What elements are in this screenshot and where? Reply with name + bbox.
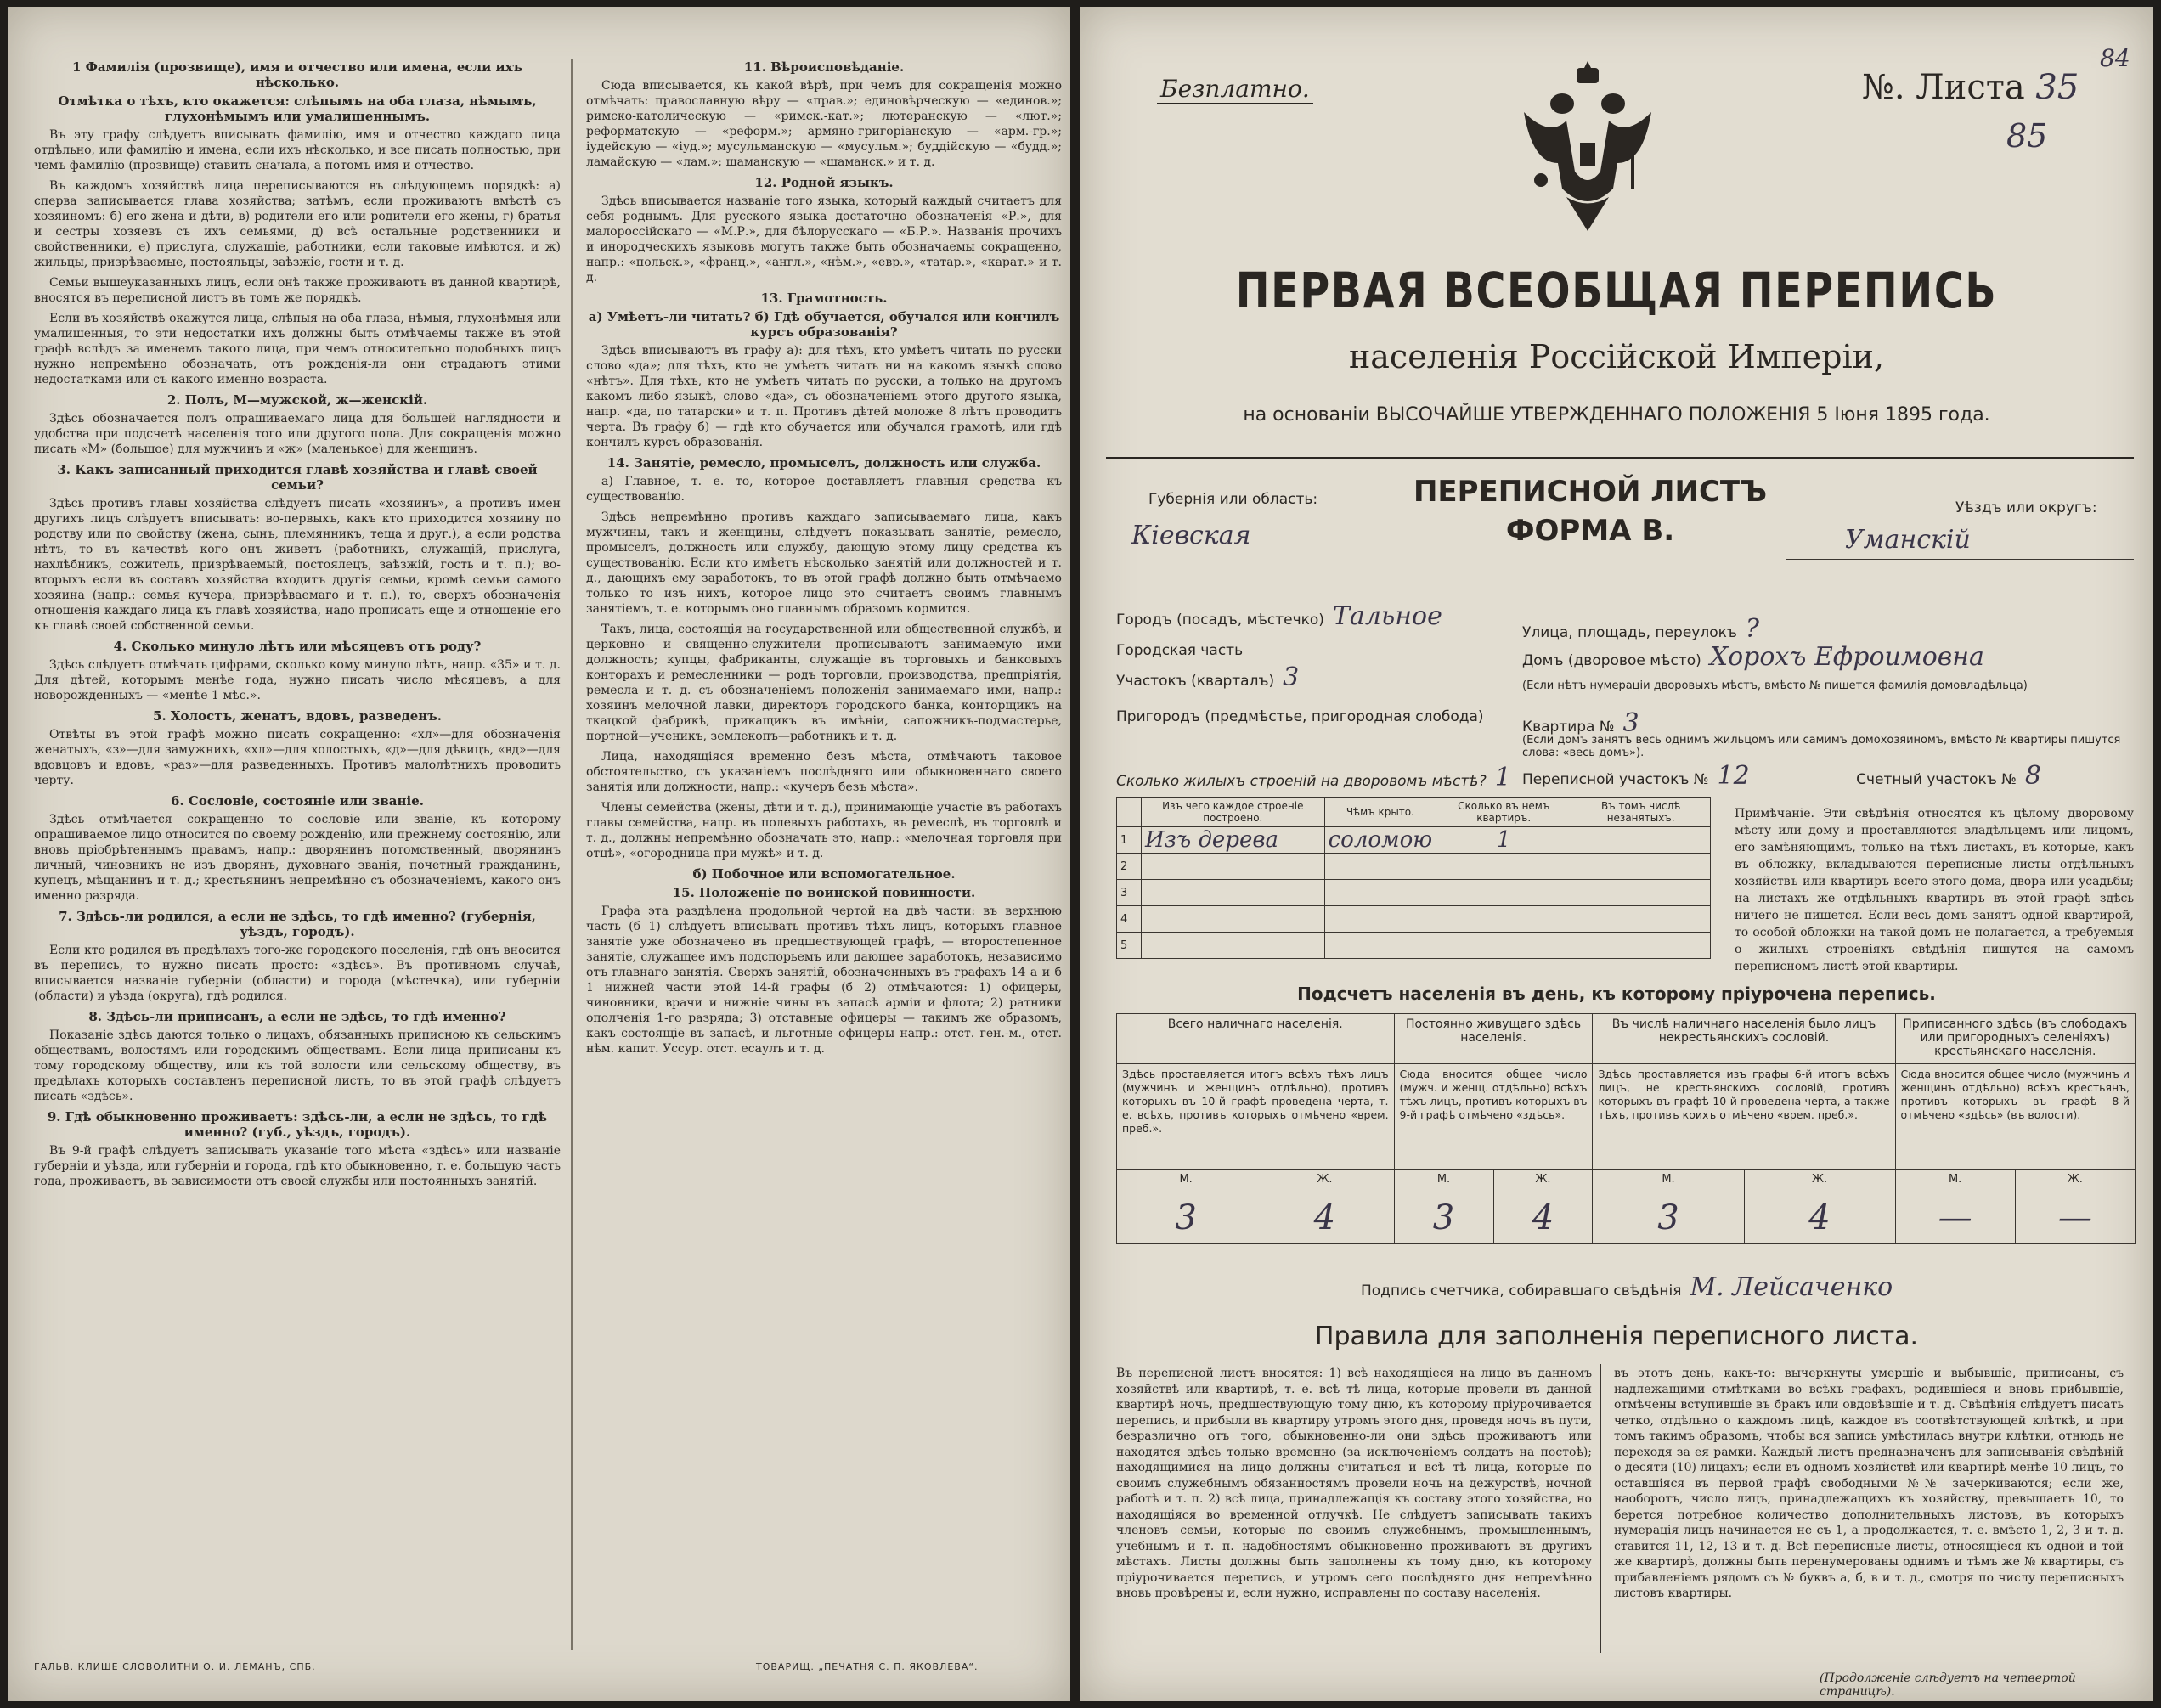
suburb-field <box>1116 708 1484 725</box>
buildings-cell-n: 5 <box>1117 933 1142 959</box>
instruction-heading: б) Побочное или вспомогательное. <box>692 866 956 882</box>
precinct-label: Участокъ (кварталъ) <box>1116 673 1275 690</box>
count-desc: Здѣсь проставляется изъ графы 6-й итогъ всѣхъ лицъ, не крестьянскихъ сословій, противъ которыхъ въ графѣ 10-й проведена черта, а также тѣхъ, противъ коихъ отмѣчено «врем. преб.». <box>1593 1064 1895 1170</box>
sheet-number-value: 35 <box>2035 68 2079 107</box>
house-field <box>1522 642 1984 672</box>
counting-section-label: Счетный участокъ № <box>1856 771 2017 788</box>
male-label: М. <box>1593 1170 1744 1192</box>
left-page <box>8 7 1070 1701</box>
instruction-paragraph: Графа эта раздѣлена продольной чертой на двѣ части: въ верхнюю часть (б 1) слѣдуетъ вписывать противъ тѣхъ лицъ, которыхъ главное занятіе уже обозначено въ предшествующей графѣ, — второстепенное занятіе, служащее имъ подспорьемъ или дающее заработокъ, независимо отъ главнаго занятія. Сверхъ занятій, обозначенныхъ въ графахъ 14 а и б 1 нижней части этой 14-й графы (б 2) отмѣчаются: 1) офицеры, чиновники, врачи и нижніе чины въ запасѣ арміи и флота; 2) ратники ополченія 1-го разряда; 3) отставные офицеры — такимъ же образомъ, какъ состоящіе въ запасѣ, и льготные офицеры напр.: отст. ген.-м., отст. нѣм. капит. Уссур. отст. есаулъ и т. д. <box>586 905 1062 1056</box>
buildings-row <box>1117 933 1711 959</box>
instruction-heading: 7. Здѣсь-ли родился, а если не здѣсь, то гдѣ именно? (губернія, уѣздъ, городъ). <box>59 909 536 939</box>
buildings-row <box>1117 880 1711 906</box>
buildings-cell-material <box>1142 880 1325 906</box>
instruction-paragraph: Здѣсь противъ главы хозяйства слѣдуетъ писать «хозяинъ», а противъ имен другихъ лицъ слѣдуетъ вписывать: во-первыхъ, какъ кто приходится хозяину по родству или по свойству (жена, сынъ, племянникъ, теща и друг.), а если родства нѣтъ, то въ качествѣ кого онъ живетъ (работникъ, служащій, прислуга, нахлѣбникъ, сожитель, призрѣваемый, постоялецъ, заѣзжій, гость и т. п.); во-вторыхъ если въ составъ хозяйства входитъ другія семьи, кромѣ семьи самого хозяина (напр.: семья кучера, призрѣваемаго и т. п.), то, сверхъ обозначенія отношенія каждаго лица къ главѣ хозяйства, надо прописать еще и отношеніе его къ главѣ своей собственной семьи. <box>34 497 561 633</box>
buildings-cell-material <box>1142 933 1325 959</box>
signature-value: М. Лейсаченко <box>1690 1272 1893 1302</box>
census-subtitle: населенія Россійской Имперіи, <box>1348 338 1885 375</box>
buildings-cell-apartments <box>1436 854 1571 880</box>
instruction-paragraph: Отвѣты въ этой графѣ можно писать сокращенно: «хл»—для обозначенія женатыхъ, «з»—для замужнихъ, «хл»—для холостыхъ, «д»—для дѣвицъ, «вд»—для вдовцовъ и вдовъ, «раз»—для разведенныхъ. Противъ малолѣтнихъ проводить черту. <box>34 728 561 787</box>
district-label: Уѣздъ или округъ: <box>1955 499 2097 516</box>
town-value: Тальное <box>1332 601 1442 631</box>
buildings-table <box>1116 797 1711 959</box>
census-section-field <box>1522 761 2041 791</box>
count-mf-row <box>1117 1170 2136 1192</box>
buildings-cell-vacant <box>1571 880 1711 906</box>
instructions-column-b <box>586 59 1062 1062</box>
street-field <box>1522 614 1759 644</box>
buildings-row <box>1117 854 1711 880</box>
town-field <box>1116 601 1442 631</box>
instruction-paragraph: Здѣсь непремѣнно противъ каждаго записываемаго лица, какъ мужчины, такъ и женщины, слѣдуетъ показывать занятіе, ремесло, промыселъ, должность или службу, дающую этому лицу средства къ существованію. Если кто имѣетъ нѣсколько занятій или должностей и т. д., дающихъ ему заработокъ, то въ этой графѣ должно быть отмѣчаемо только то изъ нихъ, которое лицо это считаетъ своимъ главнымъ занятіемъ, т. е. которымъ оно главнымъ образомъ кормится. <box>586 510 1062 616</box>
imprint-left: ГАЛЬВ. КЛИШЕ СЛОВОЛИТНИ О. И. ЛЕМАНЪ, СПБ. <box>34 1661 316 1672</box>
male-label: М. <box>1394 1170 1493 1192</box>
count-title: Подсчетъ населенія въ день, къ которому пріурочена перепись. <box>1297 984 1936 1004</box>
counting-section-value: 8 <box>2024 761 2042 791</box>
continued-note: (Продолженіе слѣдуетъ на четвертой страницѣ). <box>1820 1671 2076 1699</box>
precinct-value: 3 <box>1283 662 1300 692</box>
instruction-paragraph: Если кто родился въ предѣлахъ того-же городского поселенія, гдѣ онъ вносится въ перепись, то нужно писать просто: «здѣсь». Въ противномъ случаѣ, вписывается названіе губерніи (области) и города (мѣстечка), или губерніи (области) и уѣзда (округа), гдѣ родился. <box>34 944 561 1003</box>
instruction-heading: 1 Фамилія (прозвище), имя и отчество или имена, если ихъ нѣсколько. <box>71 59 523 90</box>
apartment-label: Квартира № <box>1522 719 1615 736</box>
sheet-number-label: №. Листа <box>1862 68 2025 107</box>
instruction-paragraph: Сюда вписывается, къ какой вѣрѣ, при чемъ для сокращенія можно отмѣчать: православную вѣру — «прав.»; единовѣрческую — «единов.»; римско-католическую — «римск.-кат.»; лютеранскую — «лют.»; реформатскую — «реформ.»; армяно-григоріанскую — «арм.-гр.»; іудейскую — «іуд.»; мусульманскую — «мусульм.»; буддійскую — «будд.»; ламайскую — «лам.»; шаманскую — «шаманск.» и т. д. <box>586 79 1062 169</box>
instruction-heading: Отмѣтка о тѣхъ, кто окажется: слѣпымъ на оба глаза, нѣмымъ, глухонѣмымъ или умалишеннымъ. <box>58 93 537 124</box>
buildings-header-material: Изъ чего каждое строеніе построено. <box>1142 798 1325 827</box>
buildings-cell-apartments <box>1436 906 1571 933</box>
male-label: М. <box>1117 1170 1255 1192</box>
census-title: ПЕРВАЯ ВСЕОБЩАЯ ПЕРЕПИСЬ <box>1235 262 1998 319</box>
instruction-heading: 12. Родной языкъ. <box>754 175 894 190</box>
instruction-heading: 14. Занятіе, ремесло, промыселъ, должность или служба. <box>607 455 1041 471</box>
instruction-paragraph: а) Главное, т. е. то, которое доставляетъ главныя средства къ существованію. <box>586 475 1062 504</box>
buildings-note: Примѣчаніе. Эти свѣдѣнія относятся къ цѣлому дворовому мѣсту или дому и проставляются владѣльцемъ или лицомъ, его замѣняющимъ, только на тѣхъ листахъ, въ которые, какъ въ обложку, вкладываются переписные листы отдѣльныхъ хозяйствъ или квартиръ всего этого дома, двора или усадьбы; на листахъ же отдѣльныхъ квартиръ въ этой графѣ здѣсь ничего не пишется. Если весь домъ занятъ одной квартирой, то особой обложки на такой домъ не полагается, а требуемыя о жилыхъ строеніяхъ свѣдѣнія пишутся на самомъ переписномъ листѣ этой квартиры. <box>1735 807 2134 973</box>
buildings-row <box>1117 906 1711 933</box>
count-desc-row <box>1117 1064 2136 1170</box>
buildings-header-apartments: Сколько въ немъ квартиръ. <box>1436 798 1571 827</box>
instruction-heading: 2. Полъ, М—мужской, ж—женскій. <box>166 392 428 408</box>
street-label: Улица, площадь, переулокъ <box>1522 624 1737 641</box>
instruction-heading: а) Умѣетъ-ли читать? б) Гдѣ обучается, обучался или кончилъ курсъ образованія? <box>588 309 1060 340</box>
count-header-present: Всего наличнаго населенія. <box>1117 1014 1395 1064</box>
corner-number: 84 <box>2100 44 2130 72</box>
town-label: Городъ (посадъ, мѣстечко) <box>1116 612 1324 629</box>
district-line <box>1786 559 2134 560</box>
buildings-cell-material: Изъ дерева <box>1142 827 1325 854</box>
buildings-cell-vacant <box>1571 827 1711 854</box>
female-count: 4 <box>1255 1192 1394 1244</box>
right-page <box>1080 7 2153 1701</box>
population-count-table <box>1116 1013 2136 1244</box>
instruction-heading: 4. Сколько минуло лѣтъ или мѣсяцевъ отъ роду? <box>113 639 482 654</box>
signature-label: Подпись счетчика, собиравшаго свѣдѣнія <box>1361 1282 1682 1299</box>
buildings-cell-n: 1 <box>1117 827 1142 854</box>
female-label: Ж. <box>1255 1170 1394 1192</box>
imprint-right: ТОВАРИЩ. „ПЕЧАТНЯ С. П. ЯКОВЛЕВА“. <box>756 1661 979 1672</box>
count-desc: Сюда вносится общее число (мужчинъ и женщинъ отдѣльно) всѣхъ крестьянъ, противъ которыхъ въ графѣ 8-й отмѣчено «здѣсь» (въ волости). <box>1895 1064 2135 1170</box>
female-label: Ж. <box>1493 1170 1593 1192</box>
sheet-number-value-2: 85 <box>2006 117 2048 155</box>
count-values-row <box>1117 1192 2136 1244</box>
buildings-cell-material <box>1142 906 1325 933</box>
instruction-paragraph: Здѣсь слѣдуетъ отмѣчать цифрами, сколько кому минуло лѣтъ, напр. «35» и т. д. Для дѣтей, которымъ менѣе года, нужно писать число мѣсяцевъ, а для новорожденныхъ — «менѣе 1 мѣс.». <box>34 658 561 702</box>
count-header-non-peasant: Въ числѣ наличнаго населенія было лицъ некрестьянскихъ сословій. <box>1593 1014 1895 1064</box>
form-title <box>1403 472 1777 550</box>
buildings-cell-apartments: 1 <box>1436 827 1571 854</box>
instruction-paragraph: Члены семейства (жены, дѣти и т. д.), принимающіе участіе въ работахъ главы семейства, напр. въ полевыхъ работахъ, въ ремеслѣ, въ торговлѣ и т. д., должны непремѣнно обозначать это, напр.: «мелочная торговля при отцѣ», «огородница при мужѣ» и т. д. <box>586 801 1062 860</box>
count-desc: Здѣсь проставляется итогъ всѣхъ тѣхъ лицъ (мужчинъ и женщинъ отдѣльно), противъ которыхъ въ 10-й графѣ проведена черта, т. е. всѣхъ, противъ которыхъ отмѣчено «врем. преб.». <box>1117 1064 1395 1170</box>
female-count: 4 <box>1493 1192 1593 1244</box>
census-section-label: Переписной участокъ № <box>1522 771 1709 788</box>
buildings-cell-n: 4 <box>1117 906 1142 933</box>
dwellings-value: 1 <box>1494 763 1511 792</box>
instruction-paragraph: Въ 9-й графѣ слѣдуетъ записывать указаніе того мѣста «здѣсь» или названіе губерніи и уѣзда, или губерніи и города, гдѣ кто обыкновенно, т. е. большую часть года, проживаетъ, въ зависимости отъ своей службы или постоянныхъ занятій. <box>34 1144 561 1188</box>
apartment-note: (Если домъ занятъ весь однимъ жильцомъ или самимъ домохозяиномъ, вмѣсто № квартиры пишутся слова: «весь домъ»). <box>1522 734 2121 759</box>
instruction-paragraph: Показаніе здѣсь даются только о лицахъ, обязанныхъ приписною къ сельскимъ обществамъ, волостямъ или городскимъ обществамъ. Если лица приписаны къ тому городскому обществу, или къ той волости или сельскому обществу, въ предѣлахъ которыхъ составленъ переписной листъ, то въ этой графѣ слѣдуетъ писать «здѣсь». <box>34 1029 561 1103</box>
female-count: 4 <box>1744 1192 1895 1244</box>
rules-title: Правила для заполненія переписного листа. <box>1314 1322 1919 1351</box>
buildings-cell-vacant <box>1571 906 1711 933</box>
header-rule <box>1106 457 2134 459</box>
census-basis: на основаніи ВЫСОЧАЙШЕ УТВЕРЖДЕННАГО ПОЛОЖЕНІЯ 5 Іюня 1895 года. <box>1243 404 1990 426</box>
instruction-paragraph: Если въ хозяйствѣ окажутся лица, слѣпыя на оба глаза, нѣмыя, глухонѣмыя или умалишенныя, то эти недостатки ихъ должны быть отмѣчаемы также въ этой графѣ вслѣдъ за именемъ такого лица, при чемъ относительно подобныхъ лицъ нужно непремѣнно обозначать, отъ рожденія-ли они страдаютъ этими недостатками или съ какого именно возраста. <box>34 312 561 386</box>
instruction-heading: 13. Грамотность. <box>760 290 888 306</box>
female-count: — <box>2015 1192 2135 1244</box>
buildings-cell-n: 3 <box>1117 880 1142 906</box>
buildings-header-row <box>1117 798 1711 827</box>
buildings-cell-vacant <box>1571 854 1711 880</box>
apartment-value: 3 <box>1622 708 1639 738</box>
rules-column-a: Въ переписной листъ вносятся: 1) всѣ находящіеся на лицо въ данномъ хозяйствѣ или квартирѣ, т. е. всѣ тѣ лица, которые провели въ данной квартирѣ ночь, предшествующую тому дню, къ которому пріурочивается перепись, и прибыли въ квартиру утромъ этого дня, проведя ночь въ пути, безразлично отъ того, обыкновенно-ли они здѣсь проживаютъ или находятся здѣсь только временно (за исключеніемъ солдатъ на постоѣ); находящимися на лицо должны считаться и всѣ тѣ лица, которые по своимъ служебнымъ обязанностямъ провели ночь на дежурствѣ, ночной работѣ и т. п. 2) всѣ лица, принадлежащія къ составу этого хозяйства, но находящіяся во временной отлучкѣ. Не слѣдуетъ записывать такихъ членовъ семьи, которые по своимъ служебнымъ, промышленнымъ, учебнымъ и т. п. надобностямъ обыкновенно проживаютъ въ другихъ мѣстахъ. Листы должны быть заполнены къ тому дню, къ которому пріурочивается перепись, и утромъ сего послѣдняго дня непремѣнно вновь провѣрены и, если нужно, исправлены по составу населенія. <box>1116 1367 1592 1600</box>
house-value: Хорохъ Ефроимовна <box>1709 642 1984 672</box>
instruction-paragraph: Семьи вышеуказанныхъ лицъ, если онѣ также проживаютъ въ данной квартирѣ, вносятся въ переписной листъ въ томъ же порядкѣ. <box>34 276 561 305</box>
male-count: 3 <box>1593 1192 1744 1244</box>
column-divider <box>571 59 573 1650</box>
instruction-paragraph: Здѣсь отмѣчается сокращенно то сословіе или званіе, къ которому опрашиваемое лицо относится по своему рожденію, или прежнему состоянію, или вновь пріобрѣтеннымъ правамъ, напр.: дворянинъ потомственный, дворянинъ личный, чиновникъ не изъ дворянъ, духовнаго званія, почетный гражданинъ, купецъ, мѣщанинъ и т. д.; крестьянинъ непремѣнно съ обозначеніемъ, какого онъ именно разряда. <box>34 813 561 903</box>
instruction-paragraph: Лица, находящіяся временно безъ мѣста, отмѣчаютъ таковое обстоятельство, съ указаніемъ послѣдняго или обыкновеннаго своего занятія или должности, напр.: «кучеръ безъ мѣста». <box>586 750 1062 794</box>
male-count: 3 <box>1394 1192 1493 1244</box>
double-headed-eagle-icon <box>1515 61 1660 240</box>
sheet-number <box>1862 68 2079 107</box>
instruction-heading: 3. Какъ записанный приходится главѣ хозяйства и главѣ своей семьи? <box>57 462 538 493</box>
dwellings-label: Сколько жилыхъ строеній на дворовомъ мѣстѣ? <box>1116 773 1487 790</box>
instruction-paragraph: Здѣсь вписывается названіе того языка, который каждый считаетъ для себя роднымъ. Для русского языка достаточно обозначенія «Р.», для малороссійскаго — «М.Р.», для бѣлорусскаго — «Б.Р.». Названія прочихъ и инородческихъ языковъ могутъ также быть обозначаемы сокращенно, напр.: «польск.», «франц.», «англ.», «нѣм.», «евр.», «татар.», «карат.» и т. д. <box>586 194 1062 285</box>
count-header-row <box>1117 1014 2136 1064</box>
instruction-heading: 8. Здѣсь-ли приписанъ, а если не здѣсь, то гдѣ именно? <box>88 1009 506 1024</box>
instruction-heading: 11. Вѣроисповѣданіе. <box>743 59 905 75</box>
buildings-cell-apartments <box>1436 880 1571 906</box>
buildings-cell-roof <box>1324 854 1436 880</box>
buildings-cell-roof <box>1324 933 1436 959</box>
instruction-heading: 15. Положеніе по воинской повинности. <box>672 885 976 900</box>
male-count: — <box>1895 1192 2015 1244</box>
buildings-cell-apartments <box>1436 933 1571 959</box>
instruction-paragraph: Въ каждомъ хозяйствѣ лица переписываются въ слѣдующемъ порядкѣ: а) сперва записывается глава хозяйства; затѣмъ, если проживаютъ вмѣстѣ съ хозяиномъ: б) его жена и дѣти, в) родители его или родители его жены, г) братья и сестры хозяевъ съ ихъ семьями, д) всѣ остальные родственники и свойственники, е) прислуга, служащіе, работники, если таковые имѣются, и ж) жильцы, призрѣваемые, постояльцы, заѣзжіе, гости и т. д. <box>34 179 561 269</box>
female-label: Ж. <box>1744 1170 1895 1192</box>
house-label: Домъ (дворовое мѣсто) <box>1522 652 1701 669</box>
buildings-cell-roof <box>1324 906 1436 933</box>
male-count: 3 <box>1117 1192 1255 1244</box>
buildings-header-num <box>1117 798 1142 827</box>
city-part-label: Городская часть <box>1116 642 1244 659</box>
city-part-field <box>1116 642 1243 659</box>
house-note: (Если нѣтъ нумераціи дворовыхъ мѣстъ, вмѣсто № пишется фамилія домовладѣльца) <box>1522 679 2028 692</box>
form-title-line-1: ПЕРЕПИСНОЙ ЛИСТЪ <box>1413 475 1768 509</box>
buildings-cell-material <box>1142 854 1325 880</box>
buildings-header-vacant: Въ томъ числѣ незанятыхъ. <box>1571 798 1711 827</box>
street-value: ? <box>1745 614 1759 644</box>
free-label: Безплатно. <box>1157 75 1313 104</box>
buildings-cell-n: 2 <box>1117 854 1142 880</box>
count-desc: Сюда вносится общее число (мужч. и женщ. отдѣльно) всѣхъ тѣхъ лицъ, противъ которыхъ въ 9-й графѣ отмѣчено «здѣсь». <box>1394 1064 1593 1170</box>
form-title-line-2: ФОРМА В. <box>1505 514 1675 548</box>
instruction-heading: 5. Холостъ, женатъ, вдовъ, разведенъ. <box>153 708 442 724</box>
instruction-heading: 9. Гдѣ обыкновенно проживаетъ: здѣсь-ли, а если не здѣсь, то гдѣ именно? (губ., уѣздъ, городъ). <box>47 1109 548 1140</box>
count-header-permanent: Постоянно живущаго здѣсь населенія. <box>1394 1014 1593 1064</box>
district-value: Уманскій <box>1845 525 1971 555</box>
instructions-column-a <box>34 59 561 1194</box>
buildings-cell-vacant <box>1571 933 1711 959</box>
suburb-label: Пригородъ (предмѣстье, пригородная слобода) <box>1116 708 1484 725</box>
female-label: Ж. <box>2015 1170 2135 1192</box>
province-value: Кіевская <box>1131 521 1251 550</box>
instruction-paragraph: Такъ, лица, состоящія на государственной или общественной службѣ, и церковно- и священно-служители прописываютъ занимаемую ими должность; купцы, фабриканты, служащіе въ торговыхъ и банковыхъ конторахъ и ремесленники — родъ торговли, производства, предпріятія, ремесла и т. д. съ обозначеніемъ положенія занимаемаго ими, напр.: хозяинъ мелочной лавки, директоръ городского банка, конторщикъ на ткацкой фабрикѣ, прикащикъ въ имѣніи, сапожникъ-подмастерье, портной—ученикъ, землекопъ—работникъ и т. д. <box>586 623 1062 743</box>
instruction-paragraph: Здѣсь вписываютъ въ графу а): для тѣхъ, кто умѣетъ читать по русски слово «да»; для тѣхъ, кто не умѣетъ читать ни на какомъ языкѣ слово «нѣтъ». Для тѣхъ, кто не умѣетъ читать по русски, а только на другомъ какомъ либо языкѣ, слово «да», съ обозначеніемъ этого другого языка, напр. «да, по татарски» и т. п. Противъ дѣтей моложе 8 лѣтъ проводитъ черта. Въ графу б) — гдѣ кто обучается или обучался грамотѣ, или гдѣ кончилъ курсъ образованія. <box>586 344 1062 449</box>
buildings-cell-roof: соломою <box>1324 827 1436 854</box>
male-label: М. <box>1895 1170 2015 1192</box>
precinct-field <box>1116 662 1299 692</box>
census-section-value: 12 <box>1717 761 1750 791</box>
rules-column-b: въ этотъ день, какъ-то: вычеркнуты умершіе и выбывшіе, приписаны, съ надлежащими отмѣтками во всѣхъ графахъ, родившіеся и вновь прибывшіе, отмѣчены вступившіе въ бракъ или овдовѣвшіе и т. д. Свѣдѣнія слѣдуетъ писать четко, отдѣльно о каждомъ лицѣ, каждое въ соотвѣтствующей клѣткѣ, и при томъ такимъ образомъ, чтобы вся запись умѣстилась внутри клѣтки, отнюдь не переходя за ея рамки. Каждый листъ предназначенъ для записыванія свѣдѣній о десяти (10) лицахъ; если въ одномъ хозяйствѣ или квартирѣ менѣе 10 лицъ, то оставшіяся въ первой графѣ свободными №№ зачеркиваются; если же, наоборотъ, число лицъ, принадлежащихъ къ хозяйству, превышаетъ 10, то берется потребное количество дополнительныхъ листовъ, въ которыхъ нумерація лицъ начинается не съ 1, а продолжается, т. е. вмѣсто 1, 2, 3 и т. д. ставится 11, 12, 13 и т. д. Всѣ переписные листы, относящіеся къ одной и той же квартирѣ, должны быть перенумерованы однимъ и тѣмъ же № квартиры, съ прибавленіемъ рядомъ съ № буквъ а, б, в и т. д., смотря по числу переписныхъ листовъ квартиры. <box>1614 1367 2124 1600</box>
rules-divider <box>1600 1364 1601 1653</box>
dwellings-field <box>1116 763 1511 792</box>
instruction-paragraph: Здѣсь обозначается полъ опрашиваемаго лица для большей наглядности и удобства при подсчетѣ населенія того или другого пола. Для сокращенія можно писать «М» (большое) для мужчинъ и «ж» (маленькое) для женщинъ. <box>34 412 561 456</box>
instruction-heading: 6. Сословіе, состояніе или званіе. <box>171 793 424 809</box>
enumerator-signature <box>1361 1272 1893 1302</box>
buildings-row <box>1117 827 1711 854</box>
instruction-paragraph: Въ эту графу слѣдуетъ вписывать фамилію, имя и отчество каждаго лица отдѣльно, или фамилію и имена, если ихъ нѣсколько, и все писать полностью, при чемъ фамилію (прозвище) ставить сначала, а потомъ имя и отчество. <box>34 128 561 172</box>
province-label: Губернія или область: <box>1148 491 1318 508</box>
buildings-header-roof: Чѣмъ крыто. <box>1324 798 1436 827</box>
count-header-peasant: Приписанного здѣсь (въ слободахъ или пригородныхъ селеніяхъ) крестьянскаго населенія. <box>1895 1014 2135 1064</box>
buildings-cell-roof <box>1324 880 1436 906</box>
